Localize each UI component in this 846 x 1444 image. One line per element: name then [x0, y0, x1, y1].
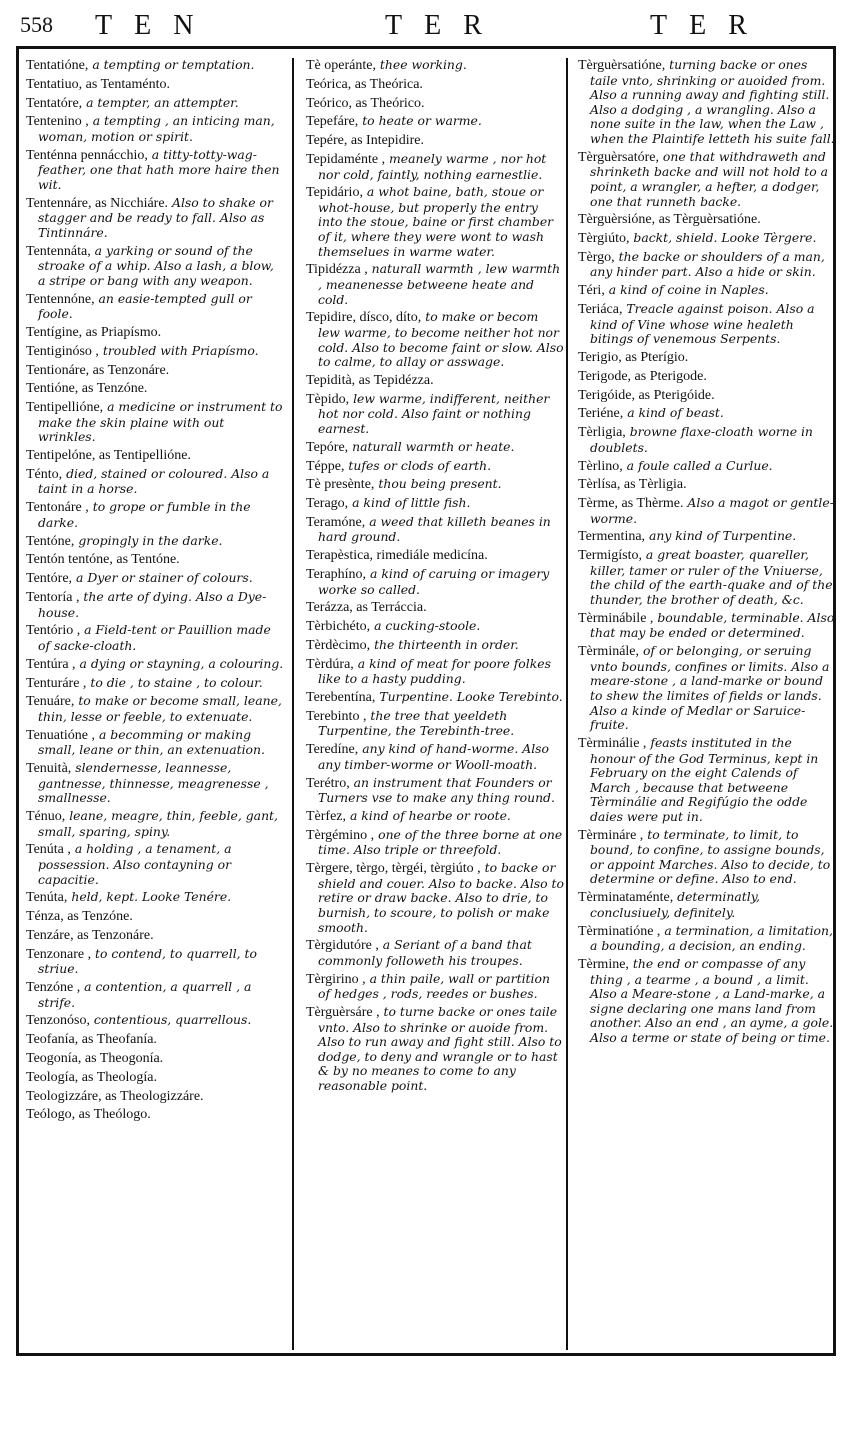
entry-headword: Termentina,: [578, 529, 646, 545]
entry-headword: Tentionáre, as Tenzonáre.: [26, 362, 170, 378]
entry-definition: a great boaster, quareller, killer, tamer or ruler of the Vniuerse, the child of the earth-quake and of the thunder, the brother of death, &c.: [590, 547, 833, 607]
entry-definition: died, stained or coloured. Also a taint in a horse.: [38, 465, 270, 497]
dictionary-entry: [26, 842, 284, 887]
entry-headword: Tè presènte,: [306, 477, 375, 493]
entry-headword: Tèrfez,: [306, 809, 347, 824]
entry-headword: Tepidità, as Tepidézza.: [306, 372, 434, 388]
dictionary-entry: [26, 148, 284, 193]
dictionary-entry: [26, 400, 284, 445]
entry-headword: Tenuità,: [26, 761, 72, 777]
dictionary-entry: [26, 77, 284, 93]
dictionary-entry: [26, 909, 284, 925]
entry-definition: naturall warmth , lew warmth , meanenesse betweene heate and cold.: [318, 261, 561, 307]
dictionary-entry: [306, 776, 564, 806]
entry-definition: a kind of beast.: [623, 405, 724, 421]
entry-headword: Teriáca,: [578, 302, 623, 318]
dictionary-entry: [578, 350, 836, 366]
dictionary-entry: [306, 152, 564, 182]
entry-headword: Tèrligia,: [578, 425, 626, 441]
entry-headword: Tentatiuo, as Tentaménto.: [26, 76, 170, 92]
entry-headword: Tèrminálie ,: [578, 735, 647, 751]
dictionary-entry: [26, 292, 284, 322]
entry-definition: determinatly, conclusiuely, definitely.: [590, 889, 760, 920]
dictionary-entry: [306, 185, 564, 259]
entry-headword: Teologizzáre, as Theologizzáre.: [26, 1088, 204, 1104]
dictionary-entry: [306, 709, 564, 739]
entry-headword: Tentipelóne, as Tentipellióne.: [26, 448, 191, 464]
dictionary-entry: [306, 828, 564, 858]
dictionary-entry: [306, 657, 564, 687]
dictionary-entry: [26, 1051, 284, 1067]
entry-headword: Teriéne,: [578, 406, 624, 422]
entry-headword: Tepidaménte ,: [306, 151, 386, 167]
entry-headword: Tèrguèrsatóre,: [578, 149, 659, 165]
dictionary-entry: [578, 924, 836, 954]
dictionary-entry: [26, 1089, 284, 1105]
dictionary-entry: [578, 611, 836, 641]
entry-headword: Tentióne, as Tenzóne.: [26, 381, 148, 397]
entry-definition: the thirteenth in order.: [370, 636, 519, 652]
dictionary-entry: [306, 58, 564, 74]
dictionary-entry: [578, 425, 836, 455]
entry-headword: Tèrguèrsatióne,: [578, 58, 666, 73]
dictionary-entry: [306, 262, 564, 307]
dictionary-entry: [306, 742, 564, 772]
dictionary-entry: [26, 890, 284, 906]
entry-definition: troubled with Priapísmo.: [98, 342, 259, 358]
entry-headword: Tèrdúra,: [306, 656, 354, 672]
entry-definition: a holding , a tenament, a possession. Also contayning or capacitie.: [38, 841, 232, 887]
entry-definition: gropingly in the darke.: [74, 532, 223, 548]
entry-headword: Teraphíno,: [306, 567, 367, 582]
entry-headword: Termigísto,: [578, 548, 642, 564]
dictionary-entry: [26, 590, 284, 620]
entry-definition: one that withdraweth and shrinketh backe and will not hold to a point, a wrangler, a hefter, a dodger, one that runneth backe.: [590, 148, 829, 209]
dictionary-entry: [26, 761, 284, 806]
entry-definition: thee working.: [375, 57, 467, 72]
dictionary-entry: [306, 809, 564, 825]
entry-headword: Tentennáre, as Nicchiáre.: [26, 195, 169, 211]
dictionary-entry: [26, 947, 284, 977]
entry-headword: Tentígine, as Priapísmo.: [26, 325, 162, 340]
entry-headword: Ténto,: [26, 466, 63, 482]
entry-headword: Tèrgirino ,: [306, 971, 366, 987]
entry-definition: naturall warmth or heate.: [348, 438, 515, 454]
entry-headword: Tentonáre ,: [26, 500, 89, 516]
entry-definition: thou being present.: [374, 476, 502, 492]
dictionary-entry: [26, 381, 284, 397]
dictionary-entry: [306, 1005, 564, 1094]
dictionary-entry: [26, 552, 284, 568]
dictionary-entry: [306, 77, 564, 93]
dictionary-entry: [578, 150, 836, 209]
entry-headword: Terigóide, as Pterigóide.: [578, 387, 715, 403]
entry-headword: Tèrmináre ,: [578, 827, 644, 843]
dictionary-entry: [306, 690, 564, 706]
entry-headword: Tepidário,: [306, 185, 363, 201]
entry-headword: Tentipellióne,: [26, 400, 104, 416]
entry-definition: meanely warme , nor hot nor cold, faintly, nothing earnestlie.: [318, 150, 547, 182]
entry-headword: Tentenino ,: [26, 114, 89, 130]
entry-definition: one of the three borne at one time. Also triple or threefold.: [318, 826, 563, 858]
dictionary-entry: [26, 58, 284, 74]
entry-definition: Also a magot or gentle-worme.: [590, 495, 834, 526]
entry-headword: Tepóre,: [306, 439, 349, 455]
entry-definition: a tempting or temptation.: [88, 57, 255, 72]
entry-headword: Tèrminále,: [578, 644, 640, 660]
column-middle: [306, 58, 564, 1097]
entry-definition: of or belonging, or seruing vnto bounds, confines or limits. Also a meare-stone , a land-marke or bound to shew the limites of fields or lands. Also a kinde of Medlar or Saruice-fruite.: [590, 643, 830, 733]
entry-definition: a tempter, an attempter.: [82, 94, 239, 110]
entry-headword: Téppe,: [306, 458, 345, 474]
entry-definition: any kind of hand-worme. Also any timber-worme or Wooll-moath.: [318, 741, 549, 772]
entry-definition: a medicine or instrument to make the skin plaine with out wrinkles.: [38, 399, 283, 445]
entry-definition: a contention, a quarrell , a strife.: [38, 979, 252, 1010]
entry-definition: an easie-tempted gull or foole.: [38, 290, 252, 322]
entry-headword: Tentoría ,: [26, 589, 80, 605]
entry-definition: to terminate, to limit, to bound, to confine, to assigne bounds, or appoint Marches. Also to decide, to determine or define. Also to end.: [590, 826, 831, 887]
entry-headword: Tentatióne,: [26, 58, 89, 73]
dictionary-entry: [26, 1032, 284, 1048]
entry-headword: Tentóne,: [26, 533, 75, 549]
entry-headword: Terebinto ,: [306, 708, 367, 724]
entry-headword: Tenzonóso,: [26, 1013, 90, 1029]
dictionary-entry: [306, 938, 564, 968]
entry-headword: Tèrminábile ,: [578, 610, 654, 626]
entry-definition: leane, meagre, thin, feeble, gant, small, sparing, spiny.: [38, 808, 278, 839]
entry-definition: Turpentine. Looke Terebinto.: [375, 689, 563, 705]
column-left: [26, 58, 284, 1126]
entry-definition: to turne backe or ones taile vnto. Also to shrinke or auoide from. Also to run away and fight still. Also to dodge, to deny and wrangle or to hast & by no meanes to come to any reasonable point.: [318, 1004, 562, 1094]
dictionary-entry: [306, 548, 564, 564]
dictionary-entry: [306, 600, 564, 616]
entry-definition: backt, shield. Looke Tèrgere.: [629, 230, 817, 246]
entry-definition: Treacle against poison. Also a kind of Vine whose wine healeth bitings of venemous Serpents.: [590, 301, 815, 347]
entry-definition: to grope or fumble in the darke.: [38, 499, 251, 530]
dictionary-entry: [578, 828, 836, 887]
entry-headword: Tepidire, dísco, díto,: [306, 310, 422, 326]
dictionary-entry: [26, 928, 284, 944]
entry-headword: Ténza, as Tenzóne.: [26, 909, 133, 925]
entry-definition: a tempting , an inticing man, woman, motion or spirit.: [38, 113, 275, 144]
entry-definition: the arte of dying. Also a Dye-house.: [38, 588, 267, 620]
entry-headword: Tepére, as Intepidire.: [306, 133, 424, 149]
dictionary-entry: [26, 571, 284, 587]
dictionary-entry: [306, 310, 564, 369]
entry-definition: to die , to staine , to colour.: [86, 674, 263, 690]
dictionary-entry: [26, 676, 284, 692]
entry-headword: Terázza, as Terráccia.: [306, 600, 427, 616]
entry-definition: a kind of caruing or imagery worke so called.: [318, 566, 550, 597]
dictionary-entry: [578, 644, 836, 733]
dictionary-entry: [26, 96, 284, 112]
entry-headword: Teórico, as Theórico.: [306, 95, 425, 111]
entry-definition: a Seriant of a band that commonly followeth his troupes.: [318, 937, 532, 968]
dictionary-entry: [578, 283, 836, 299]
dictionary-entry: [26, 448, 284, 464]
dictionary-entry: [306, 496, 564, 512]
entry-definition: slendernesse, leannesse, gantnesse, thinnesse, meagrenesse , smallnesse.: [38, 760, 269, 806]
dictionary-entry: [306, 96, 564, 112]
dictionary-entry: [578, 388, 836, 404]
entry-headword: Terapèstica, rimediále medicína.: [306, 548, 488, 564]
dictionary-entry: [306, 373, 564, 389]
dictionary-entry: [26, 500, 284, 530]
dictionary-entry: [26, 657, 284, 673]
entry-headword: Teredíne,: [306, 742, 359, 758]
dictionary-entry: [26, 114, 284, 144]
entry-headword: Ténuo,: [26, 809, 66, 824]
entry-headword: Tenturáre ,: [26, 675, 87, 691]
dictionary-entry: [26, 244, 284, 289]
dictionary-entry: [578, 529, 836, 545]
dictionary-entry: [306, 861, 564, 935]
entry-definition: the tree that yeeldeth Turpentine, the Terebinth-tree.: [318, 707, 515, 739]
entry-headword: Tipidézza ,: [306, 262, 368, 278]
entry-definition: a yarking or sound of the stroake of a whip. Also a lash, a blow, a stripe or bang with any weapon.: [38, 242, 274, 288]
entry-headword: Tenúta ,: [26, 842, 71, 858]
dictionary-entry: [26, 623, 284, 653]
entry-definition: a termination, a limitation, a bounding, a decision, an ending.: [590, 922, 833, 954]
entry-headword: Tentennáta,: [26, 243, 91, 259]
entry-headword: Tèrlísa, as Tèrligia.: [578, 477, 687, 493]
entry-definition: a Dyer or stainer of colours.: [72, 570, 253, 586]
entry-definition: a whot baine, bath, stoue or whot-house, but properly the entry into the stoue, baine or first chamber of it, where they were wont to wash themselues in warme water.: [318, 184, 554, 259]
column-rule: [292, 58, 294, 1350]
entry-headword: Teramóne,: [306, 514, 366, 530]
entry-headword: Tentón tentóne, as Tentóne.: [26, 552, 180, 568]
dictionary-entry: [578, 231, 836, 247]
entry-headword: Tenuatióne ,: [26, 727, 95, 743]
entry-definition: turning backe or ones taile vnto, shrinking or auoided from. Also a running away and fighting still. Also a dodging , a wrangling. Also a none suite in the law, when the Law , when the Plaintife letteth his suite fall.: [590, 57, 835, 146]
entry-definition: a foule called a Curlue.: [622, 457, 773, 473]
dictionary-entry: [306, 440, 564, 456]
entry-headword: Tenténna pennácchio,: [26, 147, 148, 163]
dictionary-entry: [578, 736, 836, 825]
entry-headword: Tenúta,: [26, 890, 68, 906]
entry-definition: browne flaxe-cloath worne in doublets.: [590, 424, 813, 455]
entry-definition: boundable, terminable. Also that may be ended or determined.: [590, 609, 835, 641]
running-head-right: TER: [650, 10, 769, 41]
entry-headword: Tèrguèrsióne, as Tèrguèrsatióne.: [578, 212, 761, 228]
entry-headword: Tèrme, as Thèrme.: [578, 496, 684, 512]
entry-headword: Tèrguèrsáre ,: [306, 1005, 380, 1021]
entry-headword: Teofanía, as Theofanía.: [26, 1032, 157, 1048]
dictionary-entry: [26, 344, 284, 360]
entry-headword: Tèrlino,: [578, 458, 623, 474]
entry-definition: Also to shake or stagger and be ready to fall. Also as Tintinnáre.: [38, 194, 273, 240]
dictionary-entry: [578, 548, 836, 607]
dictionary-entry: [578, 496, 836, 526]
entry-definition: a becomming or making small, leane or thin, an extenuation.: [38, 726, 265, 758]
dictionary-entry: [26, 809, 284, 839]
entry-headword: Tentiginóso ,: [26, 343, 99, 359]
dictionary-entry: [26, 325, 284, 341]
entry-definition: a kind of hearbe or roote.: [346, 808, 511, 823]
dictionary-entry: [578, 369, 836, 385]
entry-headword: Tepefáre,: [306, 114, 359, 130]
entry-definition: feasts instituted in the honour of the God Terminus, kept in February on the eight Calends of March , because that betweene Tèrminálie and Regifúgio the odde daies were put in.: [590, 734, 819, 824]
entry-definition: an instrument that Founders or Turners vse to make any thing round.: [318, 774, 555, 806]
dictionary-entry: [26, 467, 284, 497]
entry-headword: Tentúra ,: [26, 656, 76, 672]
entry-definition: tufes or clods of earth.: [344, 457, 492, 473]
column-right: [578, 58, 836, 1049]
dictionary-entry: [26, 728, 284, 758]
entry-headword: Tèrmine,: [578, 956, 629, 972]
dictionary-entry: [26, 1070, 284, 1086]
dictionary-entry: [306, 567, 564, 597]
entry-definition: the end or compasse of any thing , a tearme , a bound , a limit. Also a Meare-stone , a Land-marke, a signe declaring one mans land from another. Also an end , an ayme, a gole. Also a terme or state of being or time.: [590, 955, 834, 1045]
dictionary-entry: [306, 619, 564, 635]
entry-headword: Tèrgere, tèrgo, tèrgéi, tèrgiúto ,: [306, 861, 481, 877]
entry-definition: a kind of little fish.: [348, 495, 471, 511]
entry-headword: Tenuáre,: [26, 694, 75, 710]
entry-definition: lew warme, indifferent, neither hot nor cold. Also faint or nothing earnest.: [318, 390, 550, 436]
entry-headword: Tentóre,: [26, 571, 73, 587]
entry-headword: Tè operánte,: [306, 58, 376, 73]
entry-headword: Tèrminatióne ,: [578, 923, 661, 939]
dictionary-entry: [306, 114, 564, 130]
entry-headword: Tèrdècimo,: [306, 637, 371, 653]
dictionary-entry: [306, 459, 564, 475]
entry-headword: Terigode, as Pterigode.: [578, 368, 707, 384]
entry-definition: a Field-tent or Pauillion made of sacke-cloath.: [38, 622, 271, 653]
entry-definition: the backe or shoulders of a man, any hinder part. Also a hide or skin.: [590, 248, 825, 280]
entry-headword: Terago,: [306, 496, 349, 512]
running-head-left: TEN: [95, 10, 216, 41]
entry-definition: contentious, quarrellous.: [89, 1012, 252, 1028]
dictionary-entry: [26, 363, 284, 379]
dictionary-entry: [26, 694, 284, 724]
entry-definition: held, kept. Looke Tenére.: [67, 889, 232, 905]
entry-definition: to backe or shield and couer. Also to backe. Also to retire or draw backe. Also to drie, to burnish, to scoure, to polish or make smooth.: [318, 860, 564, 935]
dictionary-entry: [306, 515, 564, 545]
dictionary-entry: [578, 957, 836, 1046]
dictionary-entry: [578, 406, 836, 422]
dictionary-entry: [306, 972, 564, 1002]
dictionary-entry: [578, 58, 836, 147]
entry-headword: Tèrgémino ,: [306, 827, 375, 843]
entry-headword: Teórica, as Theórica.: [306, 76, 423, 92]
entry-headword: Tenzóne ,: [26, 980, 81, 996]
dictionary-entry: [578, 302, 836, 347]
entry-definition: a kind of meat for poore folkes like to a hasty pudding.: [318, 655, 551, 687]
dictionary-entry: [578, 890, 836, 920]
entry-headword: Tèrgidutóre ,: [306, 938, 379, 954]
entry-definition: to heate or warme.: [358, 113, 482, 129]
running-head-center: TER: [385, 10, 504, 41]
entry-headword: Tentennóne,: [26, 291, 95, 307]
entry-definition: a dying or stayning, a colouring.: [75, 655, 284, 671]
entry-headword: Tentatóre,: [26, 95, 83, 111]
entry-headword: Terétro,: [306, 775, 350, 791]
entry-definition: any kind of Turpentine.: [645, 528, 797, 544]
entry-headword: Tenzonare ,: [26, 946, 92, 962]
entry-definition: to make or become small, leane, thin, lesse or feeble, to extenuate.: [38, 693, 282, 724]
entry-definition: a cucking-stoole.: [370, 618, 481, 634]
dictionary-entry: [26, 1013, 284, 1029]
entry-headword: Tenzáre, as Tenzonáre.: [26, 927, 154, 943]
entry-headword: Tèrgiúto,: [578, 231, 630, 247]
entry-headword: Teólogo, as Theólogo.: [26, 1107, 151, 1123]
entry-definition: a thin paile, wall or partition of hedges , rods, reedes or bushes.: [318, 970, 550, 1002]
dictionary-entry: [578, 459, 836, 475]
entry-headword: Tèrgo,: [578, 249, 615, 265]
entry-headword: Teología, as Theología.: [26, 1069, 157, 1085]
dictionary-entry: [26, 1107, 284, 1123]
entry-headword: Teogonía, as Theogonía.: [26, 1051, 164, 1066]
entry-definition: to make or becom lew warme, to become neither hot nor cold. Also to become faint or slow. Also to calme, to allay or asswage.: [318, 309, 564, 370]
entry-definition: a kind of coine in Naples.: [604, 282, 769, 298]
dictionary-entry: [578, 477, 836, 493]
dictionary-entry: [306, 392, 564, 437]
entry-headword: Tèrbichéto,: [306, 619, 371, 635]
entry-headword: Tentório ,: [26, 623, 81, 639]
entry-headword: Terebentína,: [306, 690, 376, 706]
dictionary-entry: [578, 250, 836, 280]
column-rule: [566, 58, 568, 1350]
dictionary-entry: [26, 534, 284, 550]
page-number: 558: [20, 12, 53, 37]
dictionary-entry: [26, 980, 284, 1010]
entry-headword: Terigio, as Pterígio.: [578, 350, 689, 365]
entry-definition: a weed that killeth beanes in hard ground.: [318, 513, 551, 545]
dictionary-entry: [306, 638, 564, 654]
dictionary-entry: [26, 196, 284, 241]
dictionary-entry: [306, 477, 564, 493]
entry-definition: to contend, to quarrell, to striue.: [38, 945, 257, 977]
dictionary-entry: [578, 212, 836, 228]
entry-headword: Téri,: [578, 283, 605, 299]
entry-headword: Tèpido,: [306, 391, 350, 407]
running-header: [0, 0, 846, 40]
entry-headword: Tèrminataménte,: [578, 890, 674, 906]
dictionary-entry: [306, 133, 564, 149]
entry-definition: a titty-totty-wag-feather, one that hath more haire then wit.: [38, 146, 280, 192]
